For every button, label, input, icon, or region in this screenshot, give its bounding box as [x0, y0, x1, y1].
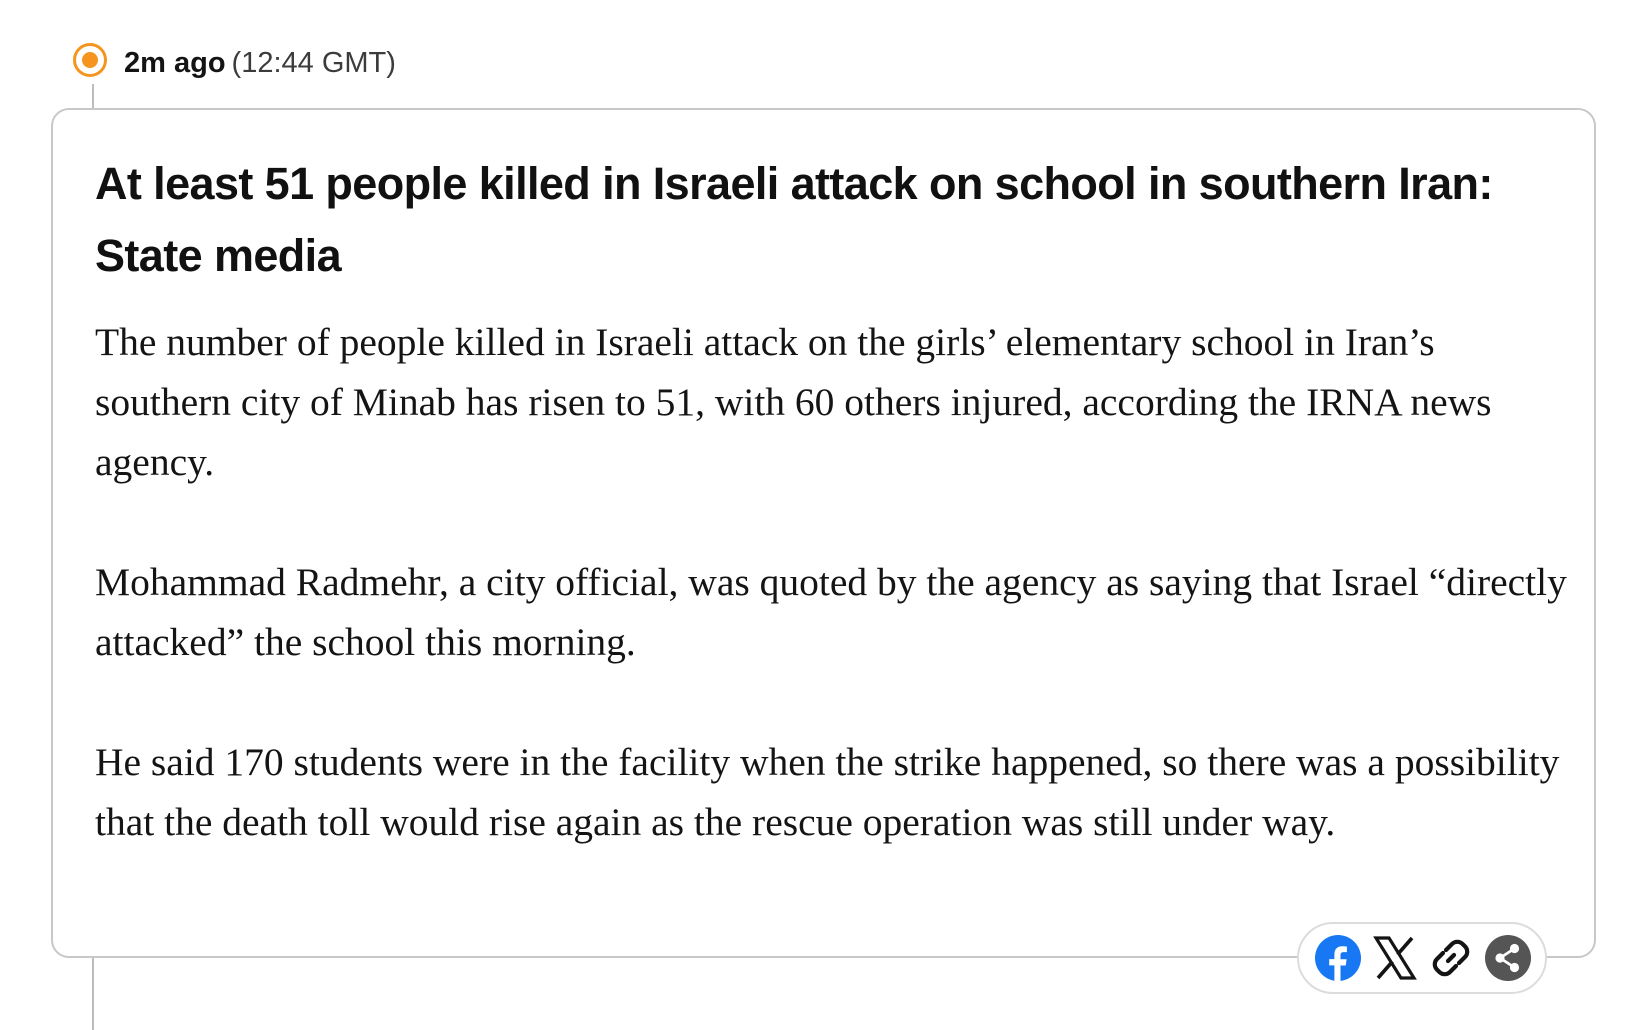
entry-timestamp — [124, 46, 396, 80]
timeline-connector — [92, 84, 94, 108]
timeline-connector — [92, 958, 94, 1030]
x-share-button[interactable] — [1370, 933, 1420, 983]
relative-time: 2m ago — [124, 47, 226, 79]
facebook-share-button[interactable] — [1313, 933, 1363, 983]
entry-paragraph: Mohammad Radmehr, a city official, was quoted by the agency as saying that Israel “directly attacked” the school this morning. — [95, 560, 1567, 664]
x-icon — [1372, 935, 1418, 981]
entry-paragraph: The number of people killed in Israeli attack on the girls’ elementary school in Iran’s southern city of Minab has risen to 51, with 60 others injured, according the IRNA news agency. — [95, 320, 1492, 484]
entry-body — [95, 312, 1575, 912]
live-indicator-icon — [73, 43, 107, 77]
facebook-icon — [1314, 934, 1362, 982]
more-share-button[interactable] — [1483, 933, 1533, 983]
entry-headline: At least 51 people killed in Israeli attack on school in southern Iran: State media — [95, 158, 1493, 281]
copy-link-button[interactable] — [1426, 933, 1476, 983]
share-icon — [1484, 934, 1532, 982]
share-bar — [1297, 922, 1547, 994]
link-icon — [1427, 934, 1475, 982]
entry-paragraph: He said 170 students were in the facility when the strike happened, so there was a possibility that the death toll would rise again as the rescue operation was still under way. — [95, 740, 1560, 844]
live-blog-entry-card — [51, 108, 1596, 958]
absolute-time: (12:44 GMT) — [231, 47, 396, 79]
